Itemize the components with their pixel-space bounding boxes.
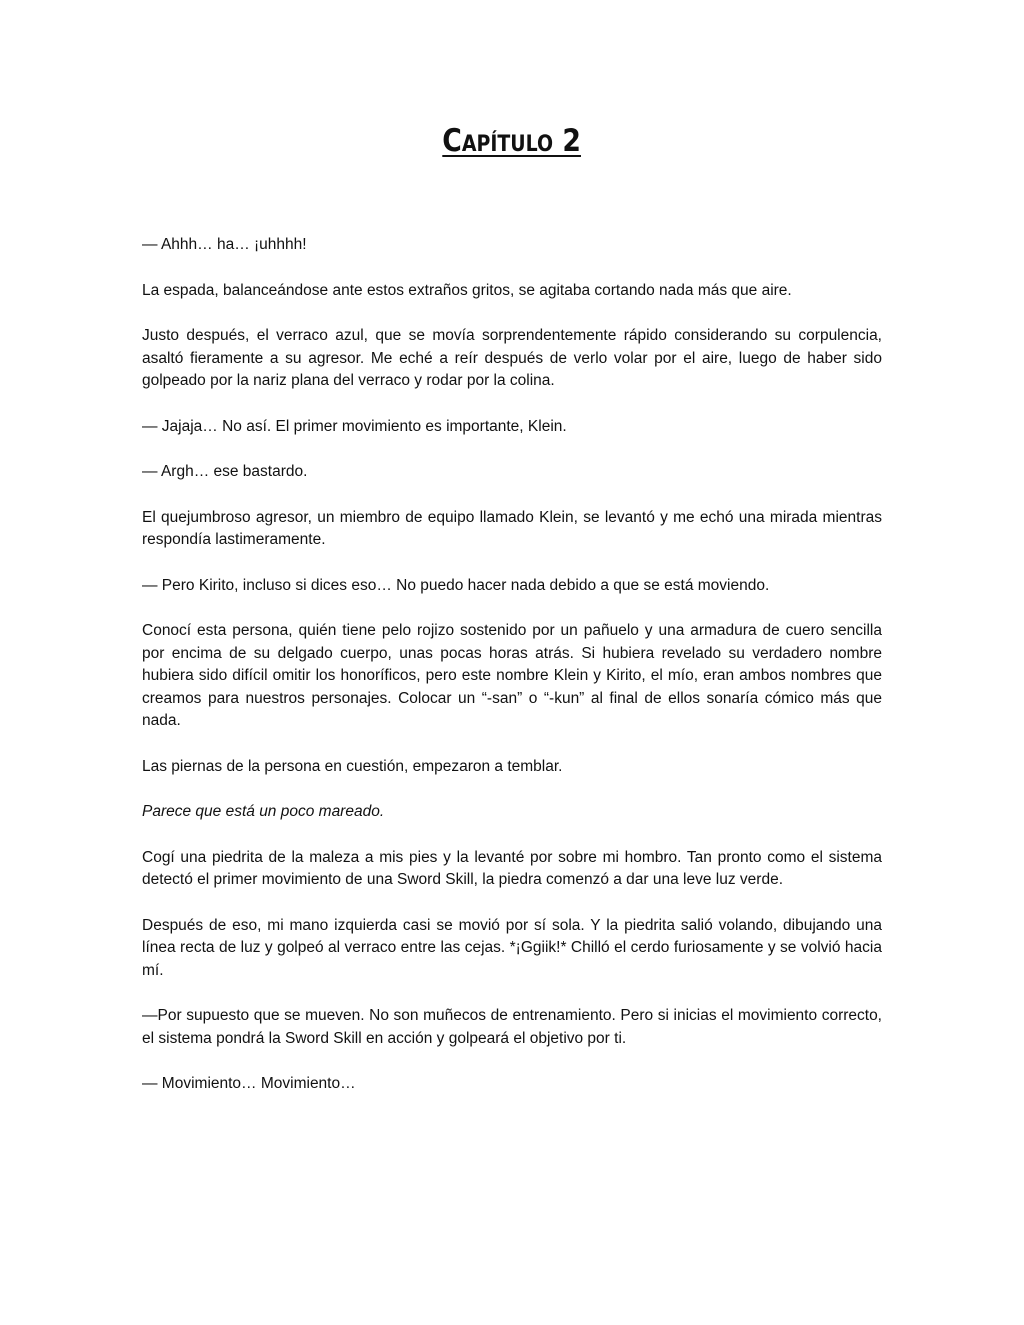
- paragraph: Las piernas de la persona en cuestión, empezaron a temblar.: [142, 757, 563, 775]
- paragraph-italic: Parece que está un poco mareado.: [142, 803, 385, 820]
- paragraph: — Ahhh… ha… ¡uhhhh!: [142, 236, 307, 253]
- paragraph: Justo después, el verraco azul, que se movía sorprendentemente rápido considerando su corpulencia, asaltó fieramente a su agresor. Me eché a reír después de verlo volar por el aire, luego de haber sido golpeado por la nariz plana del verraco y rodar por la colina.: [142, 327, 882, 389]
- paragraph: — Pero Kirito, incluso si dices eso… No puedo hacer nada debido a que se está moviendo.: [142, 576, 770, 594]
- paragraph: —Por supuesto que se mueven. No son muñecos de entrenamiento. Pero si inicias el movimiento correcto, el sistema pondrá la Sword Skill en acción y golpeará el objetivo por ti.: [142, 1007, 882, 1047]
- paragraph: — Movimiento… Movimiento…: [142, 1075, 356, 1092]
- paragraph: El quejumbroso agresor, un miembro de equipo llamado Klein, se levantó y me echó una mirada mientras respondía lastimeramente.: [142, 508, 882, 548]
- paragraph: — Jajaja… No así. El primer movimiento es importante, Klein.: [142, 417, 567, 435]
- paragraph: — Argh… ese bastardo.: [142, 463, 308, 480]
- chapter-title: [0, 122, 1024, 159]
- paragraph: La espada, balanceándose ante estos extraños gritos, se agitaba cortando nada más que aire.: [142, 281, 792, 299]
- chapter-body: [142, 234, 882, 1119]
- paragraph: Después de eso, mi mano izquierda casi se movió por sí sola. Y la piedrita salió volando, dibujando una línea recta de luz y golpeó al verraco entre las cejas. *¡Ggiik!* Chilló el cerdo furiosamente y se volvió hacia mí.: [142, 916, 882, 979]
- chapter-title-text: Capítulo 2: [442, 123, 582, 159]
- paragraph: Cogí una piedrita de la maleza a mis pies y la levanté por sobre mi hombro. Tan pronto como el sistema detectó el primer movimiento de una Sword Skill, la piedra comenzó a dar una leve luz verde.: [142, 848, 882, 888]
- paragraph: Conocí esta persona, quién tiene pelo rojizo sostenido por un pañuelo y una armadura de cuero sencilla por encima de su delgado cuerpo, unas pocas horas atrás. Si hubiera revelado su verdadero nombre hubiera sido difícil omitir los honoríficos, pero este nombre Klein y Kirito, el mío, eran ambos nombres que creamos para nuestros personajes. Colocar un “-san” o “-kun” al final de ellos sonaría cómico más que nada.: [142, 622, 882, 729]
